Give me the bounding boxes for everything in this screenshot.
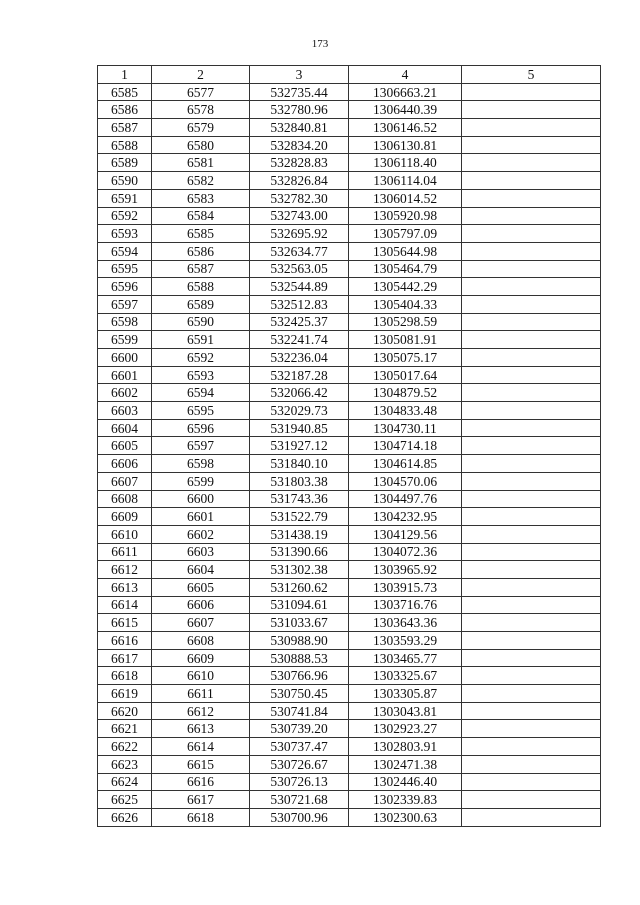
table-cell-col-2: 6587 (152, 260, 250, 278)
table-cell-col-2: 6613 (152, 720, 250, 738)
table-cell-col-4: 1306130.81 (349, 136, 462, 154)
table-cell-col-2: 6593 (152, 366, 250, 384)
table-cell-col-4: 1304497.76 (349, 490, 462, 508)
table-cell-col-5 (462, 561, 601, 579)
table-cell-col-3: 532735.44 (250, 83, 349, 101)
table-cell-col-4: 1305644.98 (349, 242, 462, 260)
table-cell-col-3: 532826.84 (250, 172, 349, 190)
table-cell-col-1: 6600 (98, 349, 152, 367)
table-cell-col-1: 6591 (98, 189, 152, 207)
table-cell-col-3: 532544.89 (250, 278, 349, 296)
table-cell-col-4: 1303593.29 (349, 632, 462, 650)
table-row (98, 331, 601, 349)
table-cell-col-1: 6620 (98, 702, 152, 720)
table-cell-col-1: 6613 (98, 578, 152, 596)
table-cell-col-1: 6622 (98, 738, 152, 756)
table-cell-col-4: 1302471.38 (349, 755, 462, 773)
table-row (98, 366, 601, 384)
table-cell-col-3: 532780.96 (250, 101, 349, 119)
table-cell-col-4: 1305404.33 (349, 295, 462, 313)
table-cell-col-4: 1306114.04 (349, 172, 462, 190)
table-cell-col-1: 6603 (98, 402, 152, 420)
header-col-5: 5 (462, 66, 601, 84)
table-cell-col-1: 6619 (98, 685, 152, 703)
table-cell-col-2: 6617 (152, 791, 250, 809)
table-cell-col-3: 531927.12 (250, 437, 349, 455)
table-cell-col-1: 6605 (98, 437, 152, 455)
table-cell-col-2: 6597 (152, 437, 250, 455)
table-cell-col-2: 6577 (152, 83, 250, 101)
table-cell-col-2: 6584 (152, 207, 250, 225)
table-cell-col-3: 530721.68 (250, 791, 349, 809)
table-cell-col-5 (462, 508, 601, 526)
table-cell-col-4: 1303465.77 (349, 649, 462, 667)
table-cell-col-2: 6585 (152, 225, 250, 243)
table-cell-col-3: 530988.90 (250, 632, 349, 650)
table-cell-col-5 (462, 119, 601, 137)
table-cell-col-2: 6580 (152, 136, 250, 154)
table-cell-col-1: 6606 (98, 455, 152, 473)
table-cell-col-2: 6594 (152, 384, 250, 402)
header-col-1: 1 (98, 66, 152, 84)
table-row (98, 313, 601, 331)
table-cell-col-4: 1303915.73 (349, 578, 462, 596)
table-cell-col-4: 1302923.27 (349, 720, 462, 738)
table-cell-col-1: 6625 (98, 791, 152, 809)
table-cell-col-2: 6590 (152, 313, 250, 331)
table-cell-col-4: 1305920.98 (349, 207, 462, 225)
table-cell-col-2: 6586 (152, 242, 250, 260)
page-number: 173 (311, 38, 329, 50)
table-row (98, 791, 601, 809)
table-cell-col-3: 532828.83 (250, 154, 349, 172)
table-cell-col-3: 532834.20 (250, 136, 349, 154)
table-cell-col-2: 6614 (152, 738, 250, 756)
table-cell-col-4: 1304714.18 (349, 437, 462, 455)
table-cell-col-4: 1305081.91 (349, 331, 462, 349)
table-row (98, 755, 601, 773)
table-cell-col-1: 6608 (98, 490, 152, 508)
table-cell-col-2: 6600 (152, 490, 250, 508)
table-cell-col-5 (462, 773, 601, 791)
table-cell-col-4: 1306663.21 (349, 83, 462, 101)
table-cell-col-4: 1303643.36 (349, 614, 462, 632)
table-cell-col-3: 532066.42 (250, 384, 349, 402)
table-cell-col-3: 532425.37 (250, 313, 349, 331)
header-col-3: 3 (250, 66, 349, 84)
table-row (98, 349, 601, 367)
table-row (98, 189, 601, 207)
table-cell-col-1: 6604 (98, 419, 152, 437)
table-cell-col-4: 1303325.67 (349, 667, 462, 685)
table-cell-col-1: 6588 (98, 136, 152, 154)
table-cell-col-3: 531094.61 (250, 596, 349, 614)
table-cell-col-4: 1303043.81 (349, 702, 462, 720)
table-cell-col-2: 6618 (152, 808, 250, 826)
table-cell-col-5 (462, 685, 601, 703)
table-cell-col-5 (462, 543, 601, 561)
table-cell-col-5 (462, 207, 601, 225)
table-row (98, 402, 601, 420)
table-cell-col-2: 6578 (152, 101, 250, 119)
table-cell-col-5 (462, 649, 601, 667)
table-cell-col-5 (462, 154, 601, 172)
table-cell-col-4: 1302300.63 (349, 808, 462, 826)
table-cell-col-3: 532241.74 (250, 331, 349, 349)
table-cell-col-2: 6610 (152, 667, 250, 685)
table-cell-col-2: 6579 (152, 119, 250, 137)
table-cell-col-2: 6595 (152, 402, 250, 420)
table-cell-col-3: 530726.13 (250, 773, 349, 791)
table-row (98, 614, 601, 632)
table-cell-col-5 (462, 189, 601, 207)
table-cell-col-3: 530700.96 (250, 808, 349, 826)
table-row (98, 702, 601, 720)
table-cell-col-1: 6587 (98, 119, 152, 137)
table-row (98, 543, 601, 561)
table-row (98, 419, 601, 437)
table-cell-col-2: 6581 (152, 154, 250, 172)
table-cell-col-5 (462, 614, 601, 632)
table-cell-col-5 (462, 632, 601, 650)
table-cell-col-3: 530726.67 (250, 755, 349, 773)
table-row (98, 455, 601, 473)
table-cell-col-2: 6588 (152, 278, 250, 296)
table-cell-col-1: 6589 (98, 154, 152, 172)
coordinates-table (97, 65, 601, 827)
table-cell-col-4: 1304232.95 (349, 508, 462, 526)
table-cell-col-3: 532634.77 (250, 242, 349, 260)
table-cell-col-3: 531840.10 (250, 455, 349, 473)
table-cell-col-1: 6595 (98, 260, 152, 278)
table-cell-col-3: 531743.36 (250, 490, 349, 508)
table-cell-col-1: 6609 (98, 508, 152, 526)
table-cell-col-1: 6598 (98, 313, 152, 331)
table-cell-col-5 (462, 472, 601, 490)
table-cell-col-1: 6610 (98, 525, 152, 543)
table-cell-col-3: 531033.67 (250, 614, 349, 632)
table-row (98, 295, 601, 313)
table-cell-col-2: 6612 (152, 702, 250, 720)
table-cell-col-3: 530766.96 (250, 667, 349, 685)
table-row (98, 119, 601, 137)
table-row (98, 472, 601, 490)
table-cell-col-2: 6607 (152, 614, 250, 632)
table-cell-col-4: 1304129.56 (349, 525, 462, 543)
table-row (98, 83, 601, 101)
table-cell-col-4: 1302446.40 (349, 773, 462, 791)
table-row (98, 773, 601, 791)
table-cell-col-2: 6616 (152, 773, 250, 791)
table-cell-col-2: 6591 (152, 331, 250, 349)
table-cell-col-1: 6615 (98, 614, 152, 632)
table-row (98, 207, 601, 225)
table-cell-col-4: 1306146.52 (349, 119, 462, 137)
table-cell-col-5 (462, 349, 601, 367)
table-cell-col-5 (462, 136, 601, 154)
table-cell-col-5 (462, 702, 601, 720)
table-cell-col-3: 530750.45 (250, 685, 349, 703)
table-cell-col-4: 1305797.09 (349, 225, 462, 243)
table-cell-col-5 (462, 278, 601, 296)
table-cell-col-2: 6602 (152, 525, 250, 543)
table-cell-col-2: 6608 (152, 632, 250, 650)
table-row (98, 632, 601, 650)
table-cell-col-5 (462, 260, 601, 278)
table-cell-col-5 (462, 525, 601, 543)
table-cell-col-1: 6593 (98, 225, 152, 243)
table-cell-col-5 (462, 366, 601, 384)
table-cell-col-1: 6592 (98, 207, 152, 225)
table-cell-col-5 (462, 295, 601, 313)
table-cell-col-1: 6617 (98, 649, 152, 667)
table-cell-col-5 (462, 720, 601, 738)
table-row (98, 437, 601, 455)
table-cell-col-4: 1304072.36 (349, 543, 462, 561)
table-cell-col-4: 1304570.06 (349, 472, 462, 490)
table-row (98, 508, 601, 526)
table-cell-col-4: 1302803.91 (349, 738, 462, 756)
table-cell-col-3: 530888.53 (250, 649, 349, 667)
table-cell-col-2: 6601 (152, 508, 250, 526)
table-cell-col-1: 6607 (98, 472, 152, 490)
table-cell-col-2: 6605 (152, 578, 250, 596)
table-cell-col-3: 532743.00 (250, 207, 349, 225)
table-cell-col-1: 6594 (98, 242, 152, 260)
table-cell-col-5 (462, 738, 601, 756)
table-cell-col-1: 6590 (98, 172, 152, 190)
table-cell-col-3: 531438.19 (250, 525, 349, 543)
table-cell-col-5 (462, 455, 601, 473)
table-cell-col-3: 532236.04 (250, 349, 349, 367)
table-cell-col-4: 1304879.52 (349, 384, 462, 402)
table-cell-col-4: 1306440.39 (349, 101, 462, 119)
table-row (98, 490, 601, 508)
table-cell-col-5 (462, 313, 601, 331)
table-cell-col-3: 532187.28 (250, 366, 349, 384)
table-row (98, 685, 601, 703)
table-cell-col-3: 531302.38 (250, 561, 349, 579)
table-row (98, 561, 601, 579)
table-cell-col-2: 6589 (152, 295, 250, 313)
table-row (98, 649, 601, 667)
table-cell-col-4: 1304730.11 (349, 419, 462, 437)
table-cell-col-4: 1305298.59 (349, 313, 462, 331)
table-cell-col-3: 531522.79 (250, 508, 349, 526)
table-cell-col-4: 1304833.48 (349, 402, 462, 420)
table-cell-col-1: 6585 (98, 83, 152, 101)
table-cell-col-5 (462, 225, 601, 243)
table-cell-col-2: 6596 (152, 419, 250, 437)
table-cell-col-2: 6598 (152, 455, 250, 473)
table-cell-col-5 (462, 331, 601, 349)
header-row (98, 66, 601, 84)
table-cell-col-4: 1303305.87 (349, 685, 462, 703)
table-cell-col-4: 1303716.76 (349, 596, 462, 614)
table-cell-col-3: 532782.30 (250, 189, 349, 207)
table-cell-col-3: 532695.92 (250, 225, 349, 243)
table-cell-col-2: 6599 (152, 472, 250, 490)
table-cell-col-1: 6599 (98, 331, 152, 349)
table-cell-col-5 (462, 101, 601, 119)
table-row (98, 596, 601, 614)
table-cell-col-5 (462, 596, 601, 614)
table-cell-col-2: 6592 (152, 349, 250, 367)
table-cell-col-1: 6586 (98, 101, 152, 119)
table-cell-col-1: 6614 (98, 596, 152, 614)
table-row (98, 667, 601, 685)
table-cell-col-1: 6621 (98, 720, 152, 738)
table-cell-col-3: 531803.38 (250, 472, 349, 490)
table-cell-col-5 (462, 578, 601, 596)
table-cell-col-4: 1305017.64 (349, 366, 462, 384)
table-cell-col-4: 1303965.92 (349, 561, 462, 579)
table-cell-col-5 (462, 667, 601, 685)
table-cell-col-1: 6623 (98, 755, 152, 773)
table-cell-col-4: 1305442.29 (349, 278, 462, 296)
table-cell-col-3: 531390.66 (250, 543, 349, 561)
table-cell-col-1: 6626 (98, 808, 152, 826)
table-cell-col-5 (462, 755, 601, 773)
table-cell-col-3: 532029.73 (250, 402, 349, 420)
table-cell-col-3: 530741.84 (250, 702, 349, 720)
table-cell-col-2: 6609 (152, 649, 250, 667)
table-cell-col-3: 531940.85 (250, 419, 349, 437)
table-cell-col-3: 532512.83 (250, 295, 349, 313)
table-row (98, 578, 601, 596)
table-cell-col-4: 1306014.52 (349, 189, 462, 207)
table-cell-col-3: 532563.05 (250, 260, 349, 278)
table-row (98, 154, 601, 172)
table-cell-col-2: 6604 (152, 561, 250, 579)
table-cell-col-5 (462, 242, 601, 260)
table-row (98, 260, 601, 278)
table-cell-col-5 (462, 490, 601, 508)
table-cell-col-4: 1305464.79 (349, 260, 462, 278)
table-row (98, 720, 601, 738)
table-cell-col-5 (462, 419, 601, 437)
table-cell-col-1: 6611 (98, 543, 152, 561)
table-cell-col-4: 1304614.85 (349, 455, 462, 473)
table-header (98, 66, 601, 84)
table-row (98, 136, 601, 154)
table-cell-col-3: 530737.47 (250, 738, 349, 756)
table-row (98, 278, 601, 296)
table-cell-col-1: 6624 (98, 773, 152, 791)
table-cell-col-4: 1305075.17 (349, 349, 462, 367)
table-row (98, 172, 601, 190)
table-cell-col-5 (462, 83, 601, 101)
table-cell-col-5 (462, 384, 601, 402)
table-cell-col-3: 530739.20 (250, 720, 349, 738)
table-row (98, 525, 601, 543)
table-cell-col-4: 1306118.40 (349, 154, 462, 172)
table-cell-col-1: 6601 (98, 366, 152, 384)
table-cell-col-4: 1302339.83 (349, 791, 462, 809)
table-cell-col-5 (462, 172, 601, 190)
table-cell-col-2: 6603 (152, 543, 250, 561)
table-row (98, 225, 601, 243)
table-cell-col-3: 532840.81 (250, 119, 349, 137)
table-body (98, 83, 601, 826)
table-row (98, 101, 601, 119)
table-cell-col-1: 6597 (98, 295, 152, 313)
table-row (98, 808, 601, 826)
header-col-4: 4 (349, 66, 462, 84)
table-row (98, 384, 601, 402)
table-cell-col-5 (462, 437, 601, 455)
table-cell-col-2: 6582 (152, 172, 250, 190)
table-cell-col-1: 6596 (98, 278, 152, 296)
table-cell-col-1: 6618 (98, 667, 152, 685)
table-cell-col-5 (462, 808, 601, 826)
table-cell-col-2: 6611 (152, 685, 250, 703)
table-cell-col-1: 6602 (98, 384, 152, 402)
table-cell-col-1: 6612 (98, 561, 152, 579)
table-cell-col-1: 6616 (98, 632, 152, 650)
table-row (98, 738, 601, 756)
header-col-2: 2 (152, 66, 250, 84)
table-cell-col-2: 6606 (152, 596, 250, 614)
table-cell-col-2: 6615 (152, 755, 250, 773)
table-cell-col-5 (462, 791, 601, 809)
table-cell-col-5 (462, 402, 601, 420)
table-row (98, 242, 601, 260)
table-cell-col-2: 6583 (152, 189, 250, 207)
table-cell-col-3: 531260.62 (250, 578, 349, 596)
